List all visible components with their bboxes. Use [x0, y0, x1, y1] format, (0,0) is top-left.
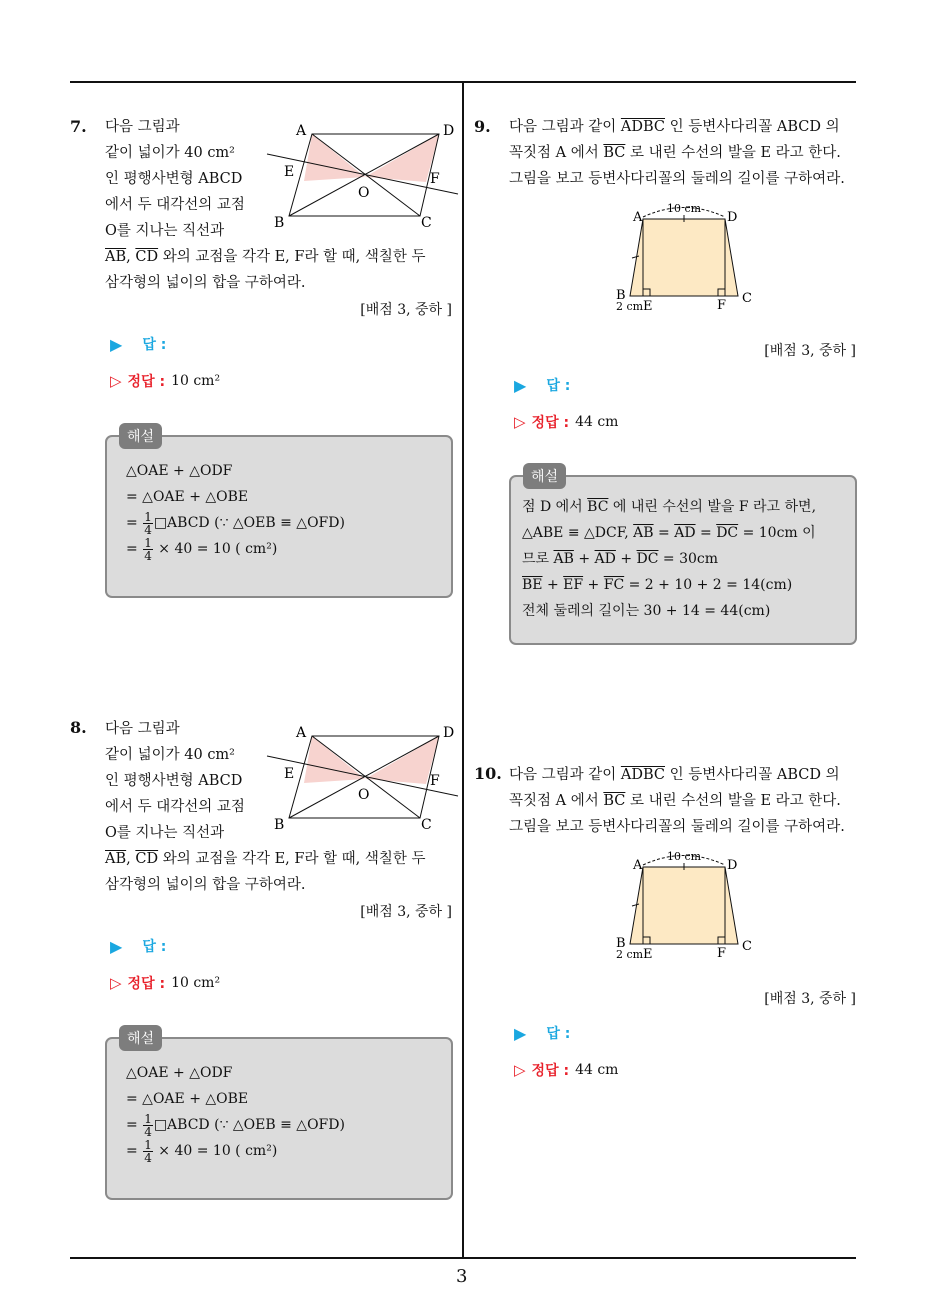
label-c: C — [421, 817, 432, 833]
question-line: 에서 두 대각선의 교점 — [105, 197, 245, 213]
page-number: 3 — [456, 1266, 468, 1287]
correct-value: 10 cm² — [171, 373, 221, 389]
answer-label: 답 : — [142, 939, 167, 955]
label-e: E — [284, 766, 295, 782]
expl-line: = △OAE + △OBE — [126, 489, 249, 505]
label-b: B — [616, 288, 626, 303]
score-label: [배점 3, 중하 ] — [360, 904, 452, 920]
label-d: D — [727, 210, 738, 225]
question-line: $\overline{AB}$, $\overline{CD}$ 와의 교점을 각각 E, F라 할 때, 색칠한 두 — [105, 249, 426, 265]
score-label: [배점 3, 중하 ] — [360, 302, 452, 318]
question-line: $\overline{AB}$, $\overline{CD}$ 와의 교점을 각각 E, F라 할 때, 색칠한 두 — [105, 851, 426, 867]
expl-line: = $\frac{1}{4}$ × 40 = 10 ( cm²) — [126, 1137, 278, 1165]
expl-line: 므로 $\overline{AB} + \overline{AD} + \overline{DC} = 30cm$ — [522, 551, 719, 567]
label-a: A — [633, 858, 643, 873]
question-line: 인 평행사변형 ABCD — [105, 773, 243, 789]
question-line: 그림을 보고 등변사다리꼴의 둘레의 길이를 구하여라. — [509, 819, 845, 835]
explanation-text — [126, 458, 345, 562]
label-c: C — [421, 215, 432, 231]
label-a: A — [633, 210, 643, 225]
question-line: 다음 그림과 — [105, 721, 180, 737]
correct-value: 44 cm — [575, 414, 619, 430]
expl-line: = △OAE + △OBE — [126, 1091, 249, 1107]
fraction: $\frac{1}{4}$ — [144, 509, 152, 537]
question-line: 같이 넓이가 40 cm² — [105, 145, 235, 161]
trapezoid-figure — [610, 198, 760, 316]
question-line: 에서 두 대각선의 교점 — [105, 799, 245, 815]
answer-row — [514, 1023, 570, 1043]
outline-triangle-icon: ▷ — [514, 1061, 526, 1079]
question-line: O를 지나는 직선과 — [105, 223, 225, 239]
question-number: 9. — [474, 117, 491, 136]
fraction: $\frac{1}{4}$ — [144, 1137, 152, 1165]
answer-row — [110, 334, 166, 354]
outline-triangle-icon: ▷ — [110, 372, 122, 390]
label-b: B — [616, 936, 626, 951]
play-icon: ▶ — [514, 1023, 527, 1043]
answer-label: 답 : — [546, 1026, 571, 1042]
shaded-triangle-odf — [365, 134, 439, 182]
label-f: F — [717, 946, 727, 961]
shaded-triangle-odf — [365, 736, 439, 784]
label-o: O — [358, 787, 370, 803]
label-o: O — [358, 185, 370, 201]
bottom-length-label: 2 cm — [616, 948, 644, 961]
question-line: 꼭짓점 A 에서 $\overline{BC}$ 로 내린 수선의 발을 E 라고 한다. — [509, 793, 841, 809]
correct-label: 정답 : — [531, 415, 570, 431]
correct-label: 정답 : — [127, 976, 166, 992]
expl-line: $\overline{BE} + \overline{EF} + \overline{FC} = 2 + 10 + 2 = 14(cm)$ — [522, 577, 793, 593]
expl-line: = $\frac{1}{4}$ × 40 = 10 ( cm²) — [126, 535, 278, 563]
answer-label: 답 : — [142, 337, 167, 353]
label-e: E — [284, 164, 295, 180]
top-length-label: 10 cm — [667, 202, 702, 215]
expl-line: 전체 둘레의 길이는 30 + 14 = 44(cm) — [522, 603, 771, 619]
trapezoid-figure — [610, 846, 760, 964]
top-length-label: 10 cm — [667, 850, 702, 863]
label-d: D — [443, 725, 455, 741]
question-text — [509, 762, 859, 840]
score-label: [배점 3, 중하 ] — [764, 343, 856, 359]
correct-row — [514, 1060, 618, 1080]
label-a: A — [296, 725, 307, 741]
correct-value: 10 cm² — [171, 975, 221, 991]
trapezoid — [630, 219, 738, 296]
label-b: B — [274, 817, 285, 833]
label-c: C — [742, 939, 752, 954]
question-text — [509, 114, 859, 192]
label-e: E — [643, 947, 653, 962]
parallelogram-figure — [262, 720, 462, 835]
explanation-tag: 해설 — [523, 463, 566, 489]
expl-line: 점 D 에서 $\overline{BC}$ 에 내린 수선의 발을 F 라고 하면, — [522, 499, 817, 515]
correct-row — [110, 973, 220, 993]
question-line: 삼각형의 넓이의 합을 구하여라. — [105, 275, 306, 291]
label-c: C — [742, 291, 752, 306]
question-line: 삼각형의 넓이의 합을 구하여라. — [105, 877, 306, 893]
question-line: 다음 그림과 같이 ADBC 인 등변사다리꼴 ABCD 의 — [509, 119, 840, 135]
label-d: D — [443, 123, 455, 139]
expl-line: △OAE + △ODF — [126, 463, 233, 479]
fraction: $\frac{1}{4}$ — [144, 1111, 152, 1139]
outline-triangle-icon: ▷ — [110, 974, 122, 992]
label-f: F — [717, 298, 727, 313]
question-line: 다음 그림과 — [105, 119, 180, 135]
play-icon: ▶ — [110, 936, 123, 956]
explanation-tag: 해설 — [119, 423, 162, 449]
question-number: 7. — [70, 117, 87, 136]
explanation-text — [126, 1060, 345, 1164]
label-e: E — [643, 299, 653, 314]
question-number: 10. — [474, 764, 502, 783]
expl-line: △OAE + △ODF — [126, 1065, 233, 1081]
label-b: B — [274, 215, 285, 231]
answer-label: 답 : — [546, 378, 571, 394]
answer-row — [514, 375, 570, 395]
explanation-tag: 해설 — [119, 1025, 162, 1051]
question-line: 같이 넓이가 40 cm² — [105, 747, 235, 763]
question-line: O를 지나는 직선과 — [105, 825, 225, 841]
score-label: [배점 3, 중하 ] — [764, 991, 856, 1007]
expl-line: △ABE ≡ △DCF, $\overline{AB} = \overline{AD} = \overline{DC} = 10cm$ 이 — [522, 525, 816, 541]
expl-line: = $\frac{1}{4}$ □ABCD (∵ △OEB ≡ △OFD) — [126, 1111, 345, 1139]
correct-label: 정답 : — [127, 374, 166, 390]
correct-row — [110, 371, 220, 391]
trapezoid — [630, 867, 738, 944]
column-divider — [462, 82, 464, 1258]
answer-row — [110, 936, 166, 956]
bottom-length-label: 2 cm — [616, 300, 644, 313]
play-icon: ▶ — [514, 375, 527, 395]
shaded-triangle-oae — [304, 134, 365, 181]
fraction: $\frac{1}{4}$ — [144, 535, 152, 563]
label-a: A — [296, 123, 307, 139]
explanation-text — [522, 494, 852, 624]
outline-triangle-icon: ▷ — [514, 413, 526, 431]
shaded-triangle-oae — [304, 736, 365, 783]
label-f: F — [430, 773, 440, 789]
question-line: 다음 그림과 같이 ADBC 인 등변사다리꼴 ABCD 의 — [509, 767, 840, 783]
expl-line: = $\frac{1}{4}$ □ABCD (∵ △OEB ≡ △OFD) — [126, 509, 345, 537]
correct-row — [514, 412, 618, 432]
parallelogram-figure — [262, 118, 462, 233]
play-icon: ▶ — [110, 334, 123, 354]
label-d: D — [727, 858, 738, 873]
correct-label: 정답 : — [531, 1063, 570, 1079]
question-line: 꼭짓점 A 에서 $\overline{BC}$ 로 내린 수선의 발을 E 라고 한다. — [509, 145, 841, 161]
question-line: 인 평행사변형 ABCD — [105, 171, 243, 187]
question-line: 그림을 보고 등변사다리꼴의 둘레의 길이를 구하여라. — [509, 171, 845, 187]
correct-value: 44 cm — [575, 1062, 619, 1078]
question-number: 8. — [70, 718, 87, 737]
label-f: F — [430, 171, 440, 187]
